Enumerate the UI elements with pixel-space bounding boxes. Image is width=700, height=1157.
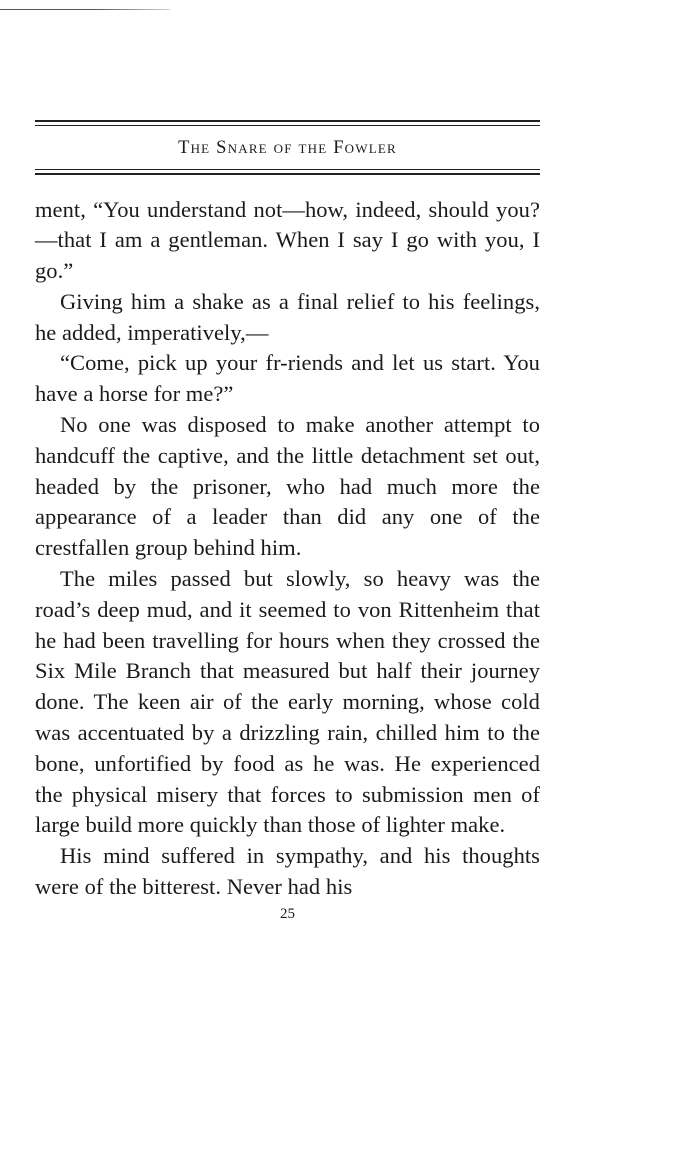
paragraph: ment, “You understand not—how, indeed, should you?—that I am a gentleman. When I say I go with you, I go.” <box>35 196 540 284</box>
paragraph: Giving him a shake as a final relief to his feelings, he added, imperatively,— <box>35 288 540 345</box>
paragraph: His mind suffered in sympathy, and his thoughts were of the bitterest. Never had his <box>35 843 540 900</box>
rule-thin <box>35 169 540 170</box>
paragraph: “Come, pick up your fr-riends and let us start. You have a horse for me?” <box>35 350 540 407</box>
rule-thick <box>35 173 540 175</box>
body-text <box>35 195 540 903</box>
scan-edge-line <box>0 9 170 10</box>
running-head: The Snare of the Fowler <box>178 138 397 158</box>
paragraph: The miles passed but slowly, so heavy was the road’s deep mud, and it seemed to von Rittenheim that he had been travelling for hours when they crossed the Six Mile Branch that measured but half their journey done. The keen air of the early morning, whose cold was accentuated by a drizzling rain, chilled him to the bone, unfortified by food as he was. He experienced the physical misery that forces to submission men of large build more quickly than those of lighter make. <box>35 566 540 838</box>
book-page <box>35 120 540 922</box>
paragraph: No one was disposed to make another attempt to handcuff the captive, and the little detachment set out, headed by the prisoner, who had much more the appearance of a leader than did any one of the crestfallen group behind him. <box>35 412 540 561</box>
header-rule-bottom <box>35 169 540 175</box>
rule-thick <box>35 120 540 122</box>
page-number: 25 <box>280 905 295 922</box>
